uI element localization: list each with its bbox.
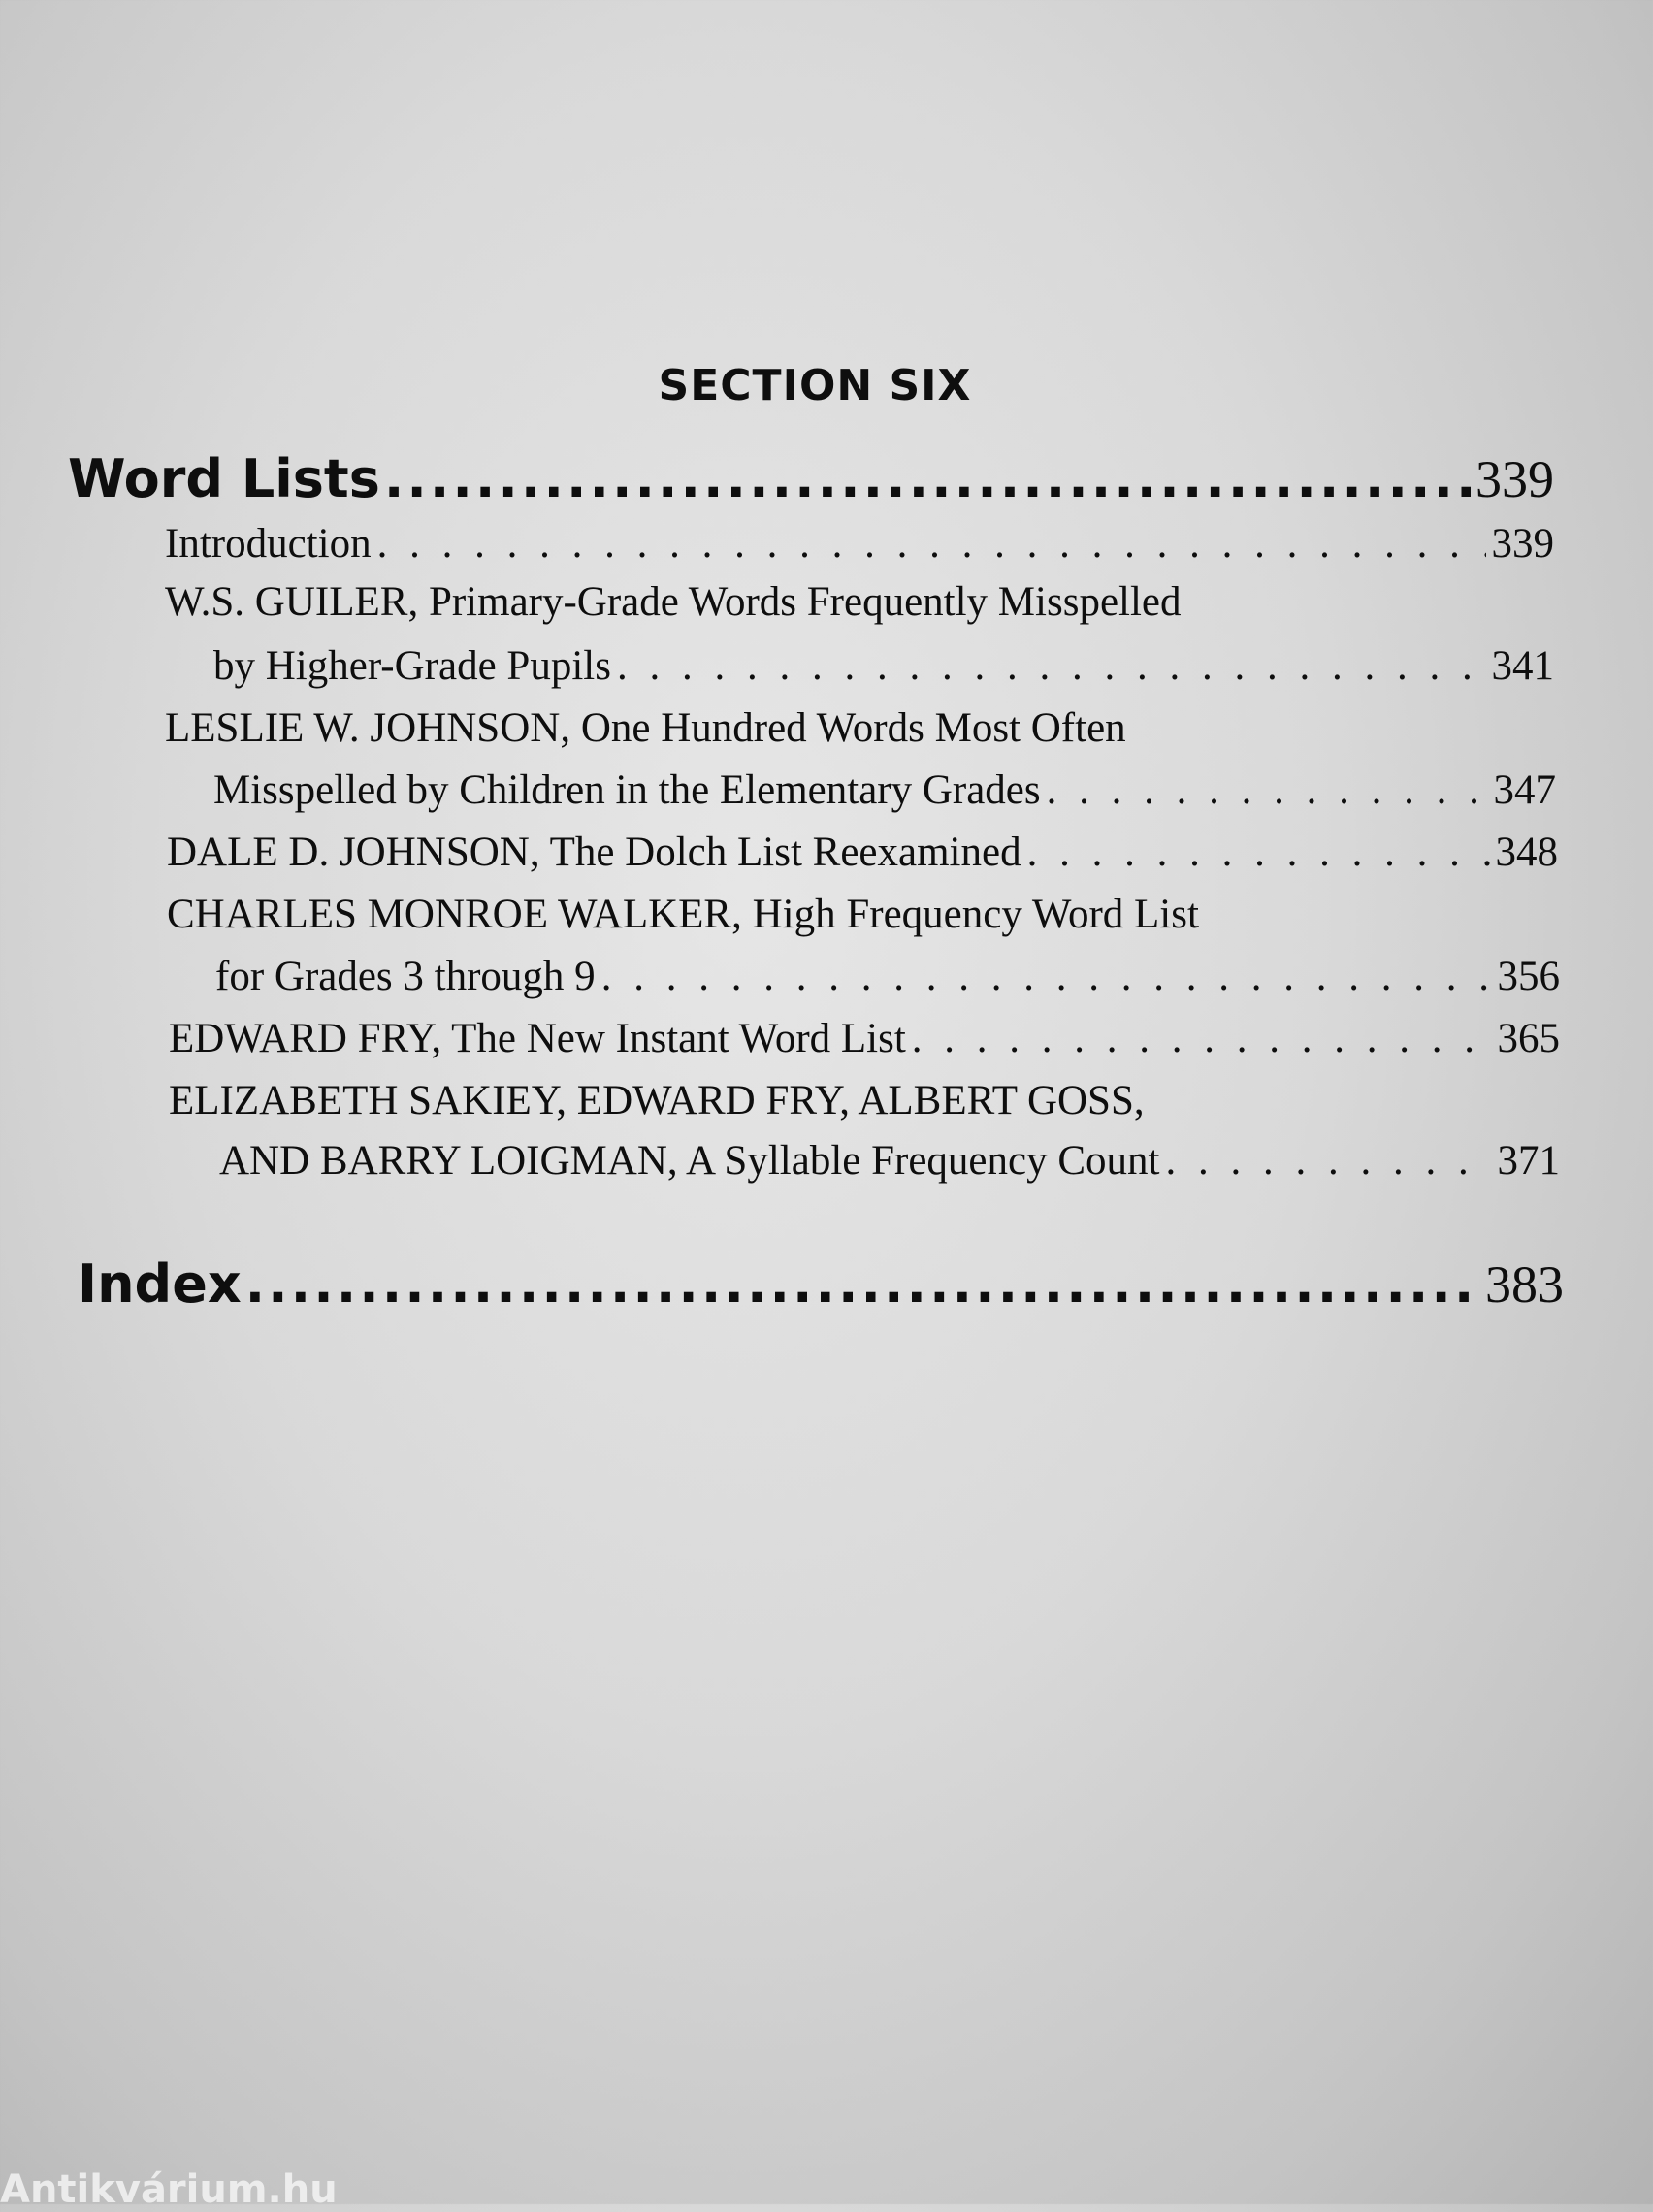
toc-page-number: 347 [1493, 767, 1556, 813]
toc-title: EDWARD FRY, The New Instant Word List [169, 1016, 906, 1061]
toc-entry-guiler [213, 642, 1554, 690]
watermark: Antikvárium.hu [0, 2167, 338, 2212]
dot-leader [384, 448, 1472, 509]
toc-title: Misspelled by Children in the Elementary Grades [213, 767, 1041, 813]
toc-entry-sakiey [219, 1137, 1560, 1185]
dot-leader [377, 520, 1486, 568]
toc-page-number: 341 [1491, 643, 1554, 689]
toc-page-number: 356 [1497, 954, 1560, 999]
dot-leader [1047, 766, 1488, 814]
dot-leader [1027, 829, 1490, 876]
toc-entry-walker-line1: CHARLES MONROE WALKER, High Frequency Word List [167, 892, 1199, 937]
dot-leader [245, 1253, 1481, 1315]
section-heading: SECTION SIX [658, 361, 972, 410]
toc-title: Introduction [165, 521, 372, 567]
toc-entry-introduction [165, 520, 1554, 568]
toc-page-number: 365 [1497, 1016, 1560, 1061]
dot-leader [912, 1015, 1492, 1062]
toc-title: DALE D. JOHNSON, The Dolch List Reexamined [167, 830, 1021, 875]
toc-page-number: 371 [1497, 1138, 1560, 1184]
toc-entry-dale-johnson [167, 829, 1558, 876]
toc-page-number: 383 [1485, 1255, 1564, 1314]
toc-page-number: 348 [1495, 830, 1558, 875]
toc-entry-walker [215, 953, 1560, 1000]
dot-leader [1165, 1137, 1491, 1185]
toc-entry-fry [169, 1015, 1560, 1062]
toc-page-number: 339 [1491, 521, 1554, 567]
toc-title: AND BARRY LOIGMAN, A Syllable Frequency Count [219, 1138, 1160, 1184]
toc-entry-leslie-johnson-line1: LESLIE W. JOHNSON, One Hundred Words Most Often [165, 705, 1126, 751]
toc-title: Index [78, 1253, 242, 1315]
toc-entry-sakiey-line1: ELIZABETH SAKIEY, EDWARD FRY, ALBERT GOSS, [169, 1078, 1145, 1123]
toc-title: by Higher-Grade Pupils [213, 643, 611, 689]
dot-leader [617, 642, 1486, 690]
toc-entry-index [78, 1253, 1564, 1315]
toc-page-number: 339 [1475, 450, 1554, 508]
toc-title: Word Lists [68, 448, 380, 509]
toc-title: for Grades 3 through 9 [215, 954, 596, 999]
toc-entry-guiler-line1: W.S. GUILER, Primary-Grade Words Frequently Misspelled [165, 579, 1182, 625]
toc-entry-leslie-johnson [213, 766, 1556, 814]
dot-leader [601, 953, 1492, 1000]
toc-entry-word-lists [68, 448, 1554, 509]
